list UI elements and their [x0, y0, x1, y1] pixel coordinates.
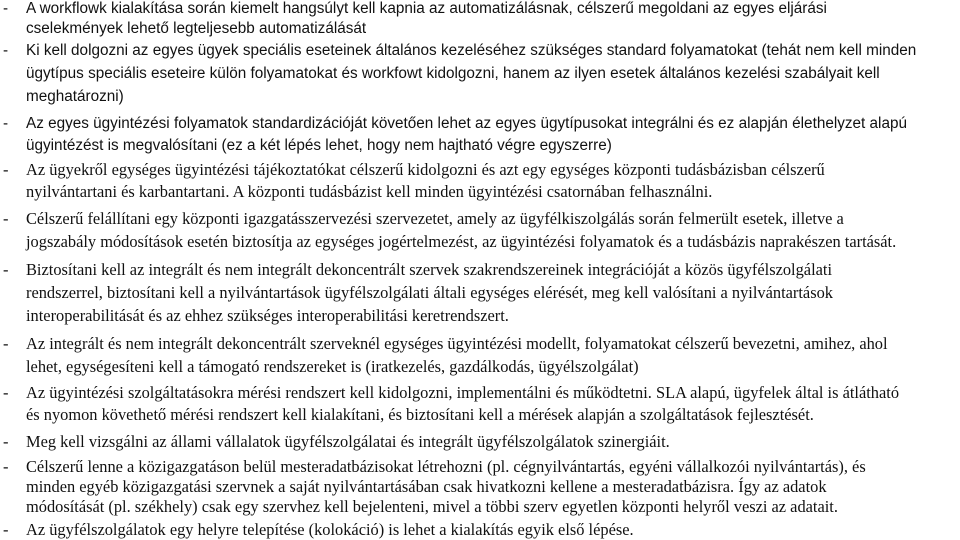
bullet-dash: - — [3, 260, 9, 279]
bullet-dash: - — [3, 160, 9, 179]
text-line: jogszabály módosítások esetén biztosítja az egységes jogértelmezést, az ügyintézési folyamatok és a tudásbázis naprakészen tartását. — [26, 232, 897, 251]
text-line: A workflowk kialakítása során kiemelt hangsúlyt kell kapnia az automatizálásnak, célszerű megoldani az egyes eljárási — [26, 0, 827, 17]
bullet-dash: - — [3, 520, 9, 539]
text-line: Az ügyintézési szolgáltatásokra mérési rendszert kell kidolgozni, implementálni és működtetni. SLA alapú, ügyfelek által is átlátható — [26, 383, 900, 402]
text-line: ügytípus speciális eseteire külön folyamatokat és workfowt kidolgozni, hanem az ilyen esetek általános kezelési szabályait kell — [26, 65, 880, 82]
bullet-dash: - — [3, 432, 9, 451]
bullet-dash: - — [3, 383, 9, 402]
text-line: lehet, egységesíteni kell a támogató rendszereket is (iratkezelés, gazdálkodás, ügyélszolgálat) — [26, 357, 639, 376]
bullet-dash: - — [3, 115, 9, 132]
text-line: Biztosítani kell az integrált és nem integrált dekoncentrált szervek szakrendszereinek integrációját a közös ügyfélszolgálati — [26, 260, 833, 279]
text-line: Célszerű lenne a közigazgatáson belül mesteradatbázisokat létrehozni (pl. cégnyilvántartás, egyéni vállalkozói nyilvántartás), és — [26, 457, 866, 476]
text-line: Meg kell vizsgálni az állami vállalatok ügyfélszolgálatai és integrált ügyfélszolgálatok szinergiáit. — [26, 432, 670, 451]
text-line: Célszerű felállítani egy központi igazgatásszervezési szervezetet, amely az ügyfélkiszolgálás során felmerült esetek, illetve a — [26, 209, 844, 228]
text-line: és nyomon követhető mérési rendszert kell kialakítani, és biztosítani kell a mérések alapján a szolgáltatások fejlesztését. — [26, 405, 814, 424]
text-line: interoperabilitását és az ehhez szükséges interoperabilitási keretrendszert. — [26, 306, 509, 325]
bullet-dash: - — [3, 42, 9, 59]
bullet-dash: - — [3, 334, 9, 353]
text-line: Az integrált és nem integrált dekoncentrált szerveknél egységes ügyintézési modellt, folyamatokat célszerű bevezetni, amihez, ahol — [26, 334, 888, 353]
text-line: minden egyéb közigazgatási szervnek a saját nyilvántartásában csak hivatkozni kellene a mesteradatbázisra. Így az adatok — [26, 477, 827, 496]
text-line: Ki kell dolgozni az egyes ügyek speciális eseteinek általános kezeléséhez szükséges standard folyamatokat (tehát nem kell minden — [26, 42, 917, 59]
text-line: ügyintézést is megvalósítani (ez a két lépés lehet, hogy nem hajtható végre egyszerre) — [26, 137, 612, 154]
text-line: meghatározni) — [26, 88, 124, 105]
bullet-dash: - — [3, 0, 9, 17]
text-line: nyilvántartani és karbantartani. A központi tudásbázist kell minden ügyintézési csatornában felhasználni. — [26, 182, 713, 201]
text-line: Az egyes ügyintézési folyamatok standardizációját követően lehet az egyes ügytípusokat integrálni és ez alapján élethelyzet alapú — [26, 115, 907, 132]
bullet-dash: - — [3, 457, 9, 476]
text-line: Az ügyfélszolgálatok egy helyre telepítése (kolokáció) is lehet a kialakítás egyik első lépése. — [26, 520, 634, 539]
text-line: Az ügyekről egységes ügyintézési tájékoztatókat célszerű kidolgozni és azt egy egységes központi tudásbázisban célszerű — [26, 160, 825, 179]
text-line: módosítását (pl. székhely) csak egy szervhez kell bejelenteni, mivel a többi szerv egyetlen központi helyről veszi az adatait. — [26, 497, 838, 516]
text-line: rendszerrel, biztosítani kell a nyilvántartások ügyfélszolgálati általi egységes elérését, meg kell valósítani a nyilvántartások — [26, 283, 833, 302]
bullet-dash: - — [3, 209, 9, 228]
text-line: cselekmények lehető legteljesebb automatizálását — [26, 20, 367, 37]
